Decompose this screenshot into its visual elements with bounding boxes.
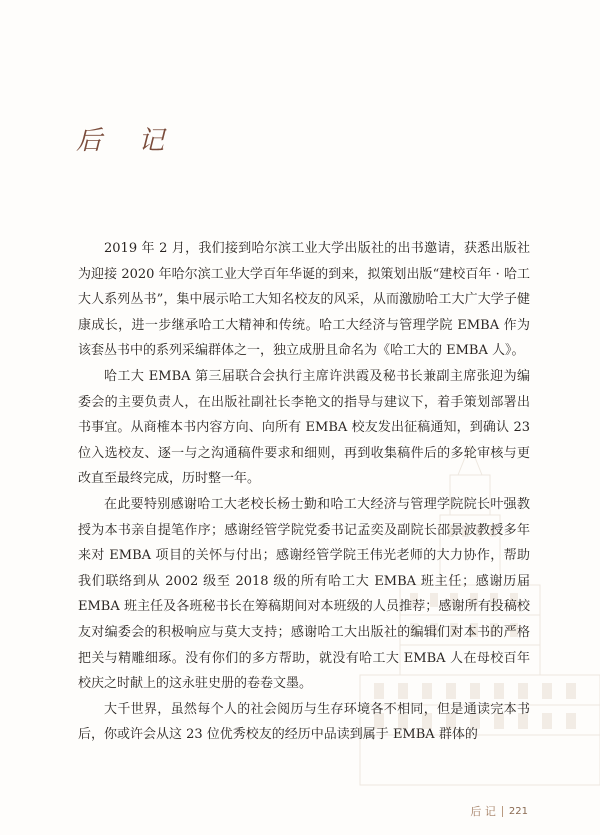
page-footer: [470, 803, 528, 819]
chapter-title: 后 记: [76, 126, 179, 156]
paragraph: 哈工大 EMBA 第三届联合会执行主席许洪霞及秘书长兼副主席张迎为编委会的主要负责人，在出版社副社长李艳文的指导与建议下，着手策划部署出书事宜。从商榷本书内容方向、向所有 EMBA 校友发出征稿通知，到确认 23 位入选校友、逐一与之沟通稿件要求和细则，再到收集稿件后的多轮审核与更改直至最终完成，历时整一年。: [78, 368, 530, 487]
footer-section-label: 后 记: [470, 805, 496, 818]
paragraph: 在此要特别感谢哈工大老校长杨士勤和哈工大经济与管理学院院长叶强教授为本书亲自提笔作序；感谢经管学院党委书记孟奕及副院长邵景波教授多年来对 EMBA 项目的关怀与付出；感谢经管学院王伟光老师的大力协作，帮助我们联络到从 2002 级至 2018 级的所有哈工大 EMBA 班主任；感谢历届 EMBA 班主任及各班秘书长在筹稿期间对本班级的人员推荐；感谢所有投稿校友对编委会的积极响应与莫大支持；感谢哈工大出版社的编辑们对本书的严格把关与精雕细琢。没有你们的多方帮助，就没有哈工大 EMBA 人在母校百年校庆之时献上的这永驻史册的卷卷文墨。: [78, 496, 530, 692]
paragraph: 2019 年 2 月，我们接到哈尔滨工业大学出版社的出书邀请，获悉出版社为迎接 2020 年哈尔滨工业大学百年华诞的到来，拟策划出版“建校百年 · 哈工大人系列丛书”，集中展示哈工大知名校友的风采，从而激励哈工大广大学子健康成长，进一步继承哈工大精神和传统。哈工大经济与管理学院 EMBA 作为该套丛书中的系列采编群体之一，独立成册且命名为《哈工大的 EMBA 人》。: [78, 241, 530, 359]
paragraph: 大千世界，虽然每个人的社会阅历与生存环境各不相同，但是通读完本书后，你或许会从这 23 位优秀校友的经历中品读到属于 EMBA 群体的: [78, 701, 530, 743]
footer-divider: [502, 806, 503, 817]
page-number: 221: [508, 805, 528, 817]
body-text: [78, 236, 530, 748]
